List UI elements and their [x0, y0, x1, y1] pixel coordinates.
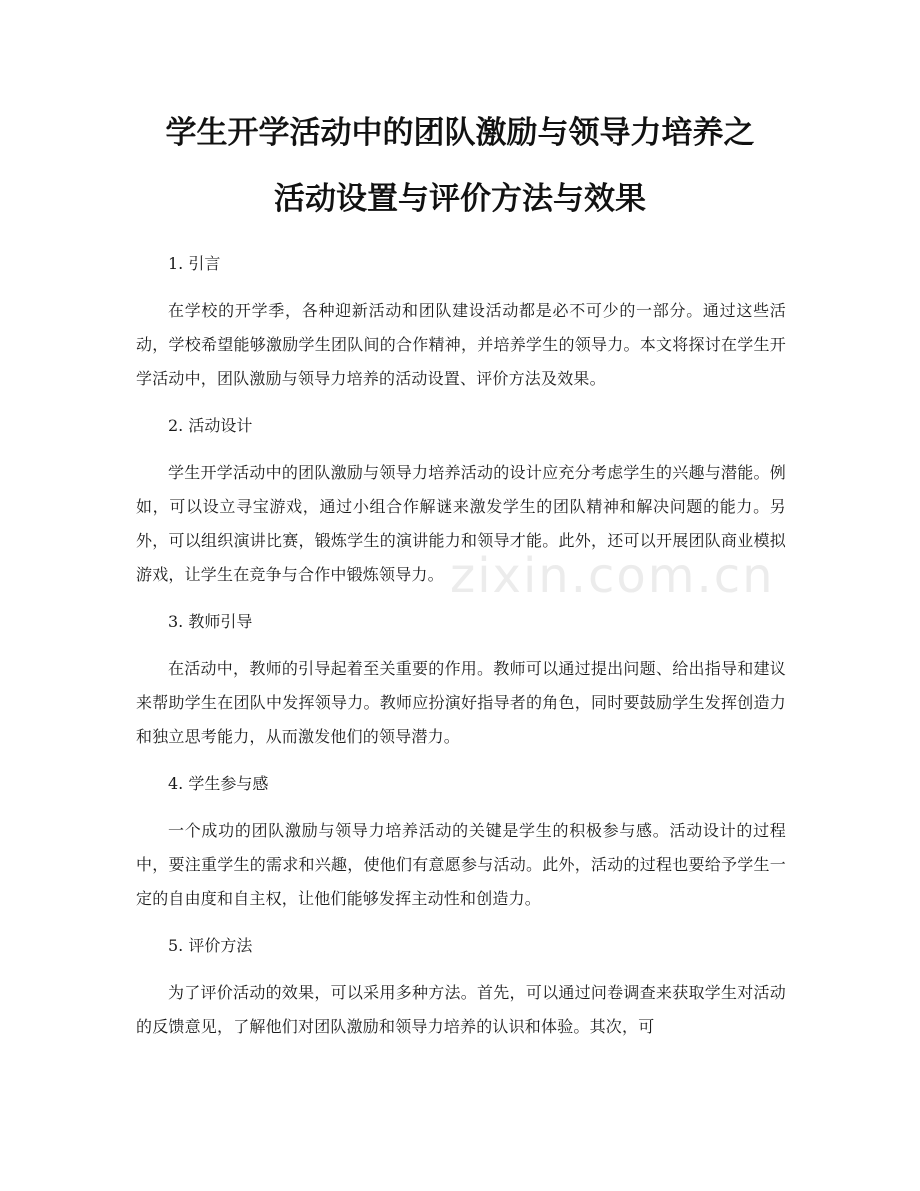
- title-line-2: 活动设置与评价方法与效果: [274, 181, 646, 217]
- section-heading: 2. 活动设计: [168, 416, 253, 435]
- section-teacher-guidance: [136, 605, 786, 767]
- section-heading: 4. 学生参与感: [168, 774, 269, 793]
- section-paragraph: 为了评价活动的效果，可以采用多种方法。首先，可以通过问卷调查来获取学生对活动的反馈意见，了解他们对团队激励和领导力培养的认识和体验。其次，可: [136, 983, 786, 1036]
- section-paragraph: 在活动中，教师的引导起着至关重要的作用。教师可以通过提出问题、给出指导和建议来帮助学生在团队中发挥领导力。教师应扮演好指导者的角色，同时要鼓励学生发挥创造力和独立思考能力，从而激发他们的领导潜力。: [136, 659, 786, 746]
- document-title: [0, 100, 920, 232]
- section-heading: 3. 教师引导: [168, 612, 253, 631]
- document-body: [136, 247, 786, 1044]
- section-student-participation: [136, 767, 786, 929]
- title-line-1: 学生开学活动中的团队激励与领导力培养之: [165, 115, 755, 151]
- section-paragraph: 在学校的开学季，各种迎新活动和团队建设活动都是必不可少的一部分。通过这些活动，学校希望能够激励学生团队间的合作精神，并培养学生的领导力。本文将探讨在学生开学活动中，团队激励与领导力培养的活动设置、评价方法及效果。: [136, 301, 786, 388]
- section-paragraph: 学生开学活动中的团队激励与领导力培养活动的设计应充分考虑学生的兴趣与潜能。例如，可以设立寻宝游戏，通过小组合作解谜来激发学生的团队精神和解决问题的能力。另外，可以组织演讲比赛，锻炼学生的演讲能力和领导才能。此外，还可以开展团队商业模拟游戏，让学生在竞争与合作中锻炼领导力。: [136, 463, 786, 584]
- watermark: zixin.com.cn: [450, 548, 775, 604]
- section-introduction: [136, 247, 786, 409]
- section-evaluation-methods: [136, 929, 786, 1044]
- section-paragraph: 一个成功的团队激励与领导力培养活动的关键是学生的积极参与感。活动设计的过程中，要注重学生的需求和兴趣，使他们有意愿参与活动。此外，活动的过程也要给予学生一定的自由度和自主权，让他们能够发挥主动性和创造力。: [136, 821, 786, 908]
- section-heading: 1. 引言: [168, 254, 221, 273]
- section-activity-design: [136, 409, 786, 605]
- section-heading: 5. 评价方法: [168, 936, 253, 955]
